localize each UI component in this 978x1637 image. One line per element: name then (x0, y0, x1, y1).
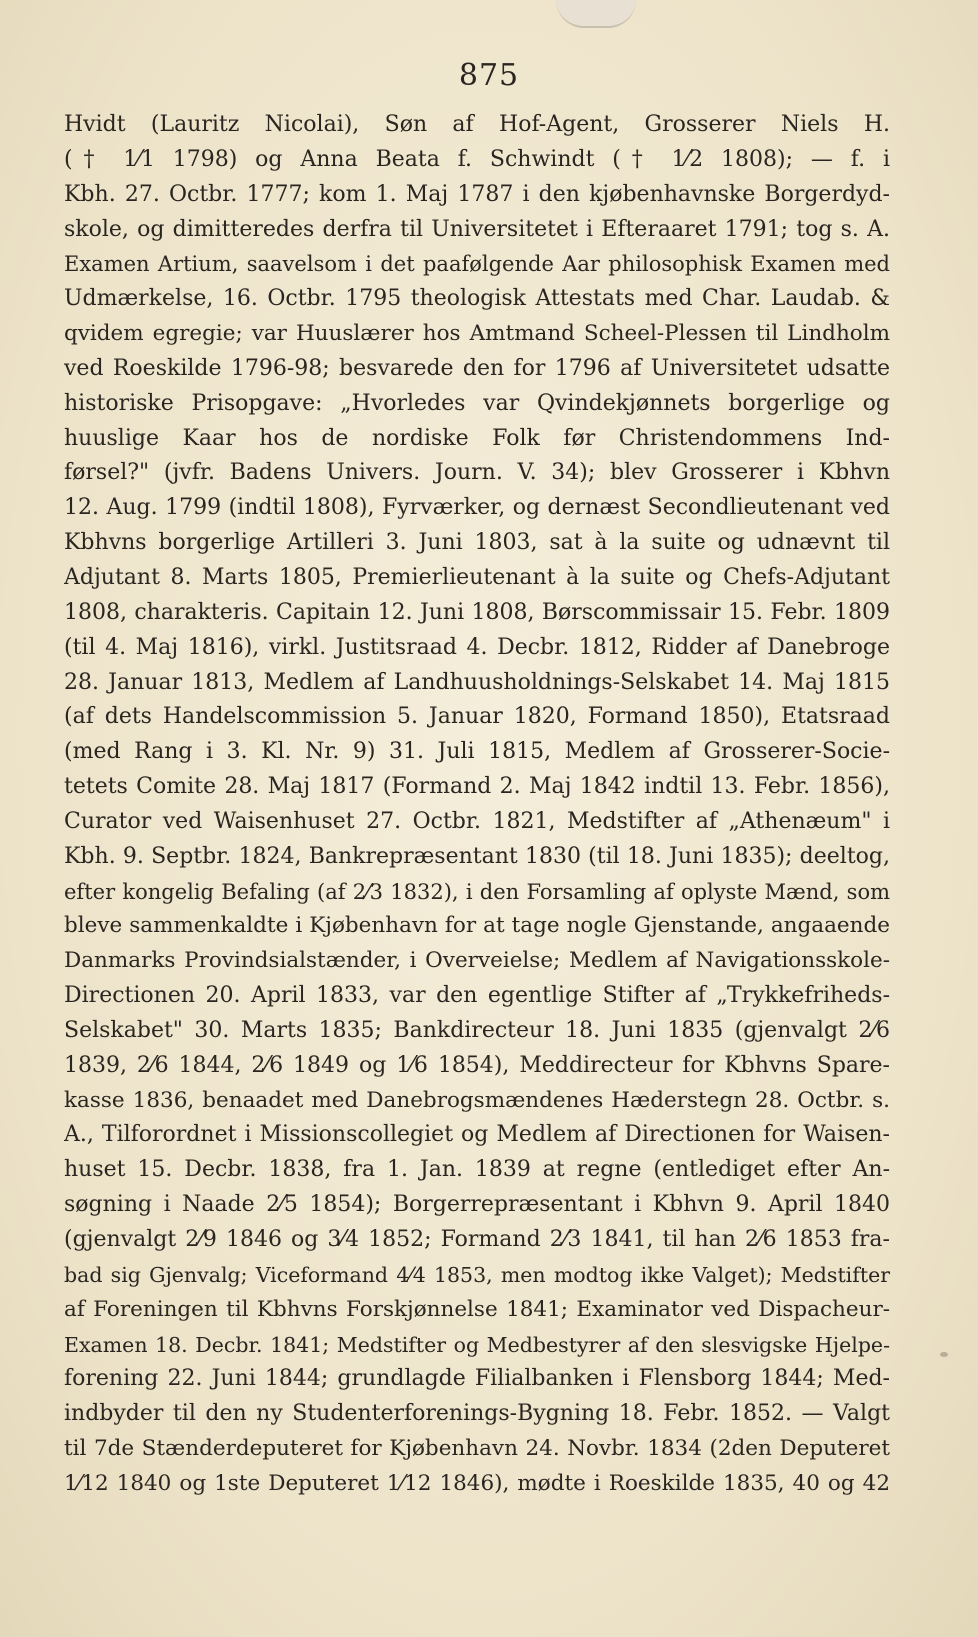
text-line: Examen 18. Decbr. 1841; Medstifter og Medbestyrer af den slesvigske Hjelpe- (64, 1332, 890, 1357)
text-line: (gjenvalgt 2⁄9 1846 og 3⁄4 1852; Formand 2⁄3 1841, til han 2⁄6 1853 fra- (64, 1227, 890, 1252)
text-line: Kbhvns borgerlige Artilleri 3. Juni 1803, sat à la suite og udnævnt til (64, 530, 890, 556)
page-binding-notch (556, 0, 636, 28)
ink-smudge (940, 1352, 948, 1357)
text-line: ved Roeskilde 1796-98; besvarede den for 1796 af Universitetet udsatte (64, 355, 890, 381)
text-line: Danmarks Provindsialstænder, i Overveielse; Medlem af Navigationsskole- (64, 948, 890, 974)
text-line: A., Tilforordnet i Missionscollegiet og Medlem af Directionen for Waisen- (64, 1122, 890, 1148)
text-line: Selskabet" 30. Marts 1835; Bankdirecteur 18. Juni 1835 (gjenvalgt 2⁄6 (64, 1017, 890, 1043)
text-line: efter kongelig Befaling (af 2⁄3 1832), i den Forsamling af oplyste Mænd, som (64, 879, 890, 904)
text-line: Curator ved Waisenhuset 27. Octbr. 1821, Medstifter af „Athenæum" i (64, 808, 890, 834)
text-line: (af dets Handelscommission 5. Januar 1820, Formand 1850), Etatsraad (64, 704, 890, 730)
text-line: (med Rang i 3. Kl. Nr. 9) 31. Juli 1815, Medlem af Grosserer-Socie- (64, 739, 890, 765)
text-line: af Foreningen til Kbhvns Forskjønnelse 1841; Examinator ved Dispacheur- (64, 1296, 890, 1322)
text-line: († 1⁄1 1798) og Anna Beata f. Schwindt († 1⁄2 1808); — f. i (64, 146, 890, 172)
text-line: til 7de Stænderdeputeret for Kjøbenhavn 24. Novbr. 1834 (2den Deputeret (64, 1436, 890, 1462)
text-line: forening 22. Juni 1844; grundlagde Filialbanken i Flensborg 1844; Med- (64, 1366, 890, 1392)
text-line: huuslige Kaar hos de nordiske Folk før Christendommens Ind- (64, 425, 890, 451)
text-line: Udmærkelse, 16. Octbr. 1795 theologisk Attestats med Char. Laudab. & (64, 286, 890, 312)
text-line: bleve sammenkaldte i Kjøbenhavn for at tage nogle Gjenstande, angaaende (64, 913, 890, 939)
text-line: Directionen 20. April 1833, var den egentlige Stifter af „Trykkefriheds- (64, 983, 890, 1009)
text-line: 1839, 2⁄6 1844, 2⁄6 1849 og 1⁄6 1854), Meddirecteur for Kbhvns Spare- (64, 1052, 890, 1078)
text-line: indbyder til den ny Studenterforenings-Bygning 18. Febr. 1852. — Valgt (64, 1401, 890, 1427)
text-line: huset 15. Decbr. 1838, fra 1. Jan. 1839 at regne (entlediget efter An- (64, 1157, 890, 1183)
text-line: 1⁄12 1840 og 1ste Deputeret 1⁄12 1846), mødte i Roeskilde 1835, 40 og 42 (64, 1470, 890, 1496)
text-line: søgning i Naade 2⁄5 1854); Borgerrepræsentant i Kbhvn 9. April 1840 (64, 1192, 890, 1218)
body-text (64, 108, 890, 1502)
text-line: 28. Januar 1813, Medlem af Landhuusholdnings-Selskabet 14. Maj 1815 (64, 669, 890, 695)
text-line: 1808, charakteris. Capitain 12. Juni 1808, Børscommissair 15. Febr. 1809 (64, 599, 890, 625)
text-line: qvidem egregie; var Huuslærer hos Amtmand Scheel-Plessen til Lindholm (64, 321, 890, 347)
text-line: Kbh. 27. Octbr. 1777; kom 1. Maj 1787 i den kjøbenhavnske Borgerdyd- (64, 181, 890, 207)
text-line: skole, og dimitteredes derfra til Universitetet i Efteraaret 1791; tog s. A. (64, 216, 890, 242)
page-number: 875 (458, 58, 520, 93)
text-line: Adjutant 8. Marts 1805, Premierlieutenant à la suite og Chefs-Adjutant (64, 564, 890, 590)
text-line: førsel?" (jvfr. Badens Univers. Journ. V. 34); blev Grosserer i Kbhvn (64, 460, 890, 486)
text-line: 12. Aug. 1799 (indtil 1808), Fyrværker, og dernæst Secondlieutenant ved (64, 495, 890, 521)
text-line: bad sig Gjenvalg; Viceformand 4⁄4 1853, men modtog ikke Valget); Medstifter (64, 1262, 890, 1287)
text-line: Examen Artium, saavelsom i det paafølgende Aar philosophisk Examen med (64, 252, 890, 277)
text-line: historiske Prisopgave: „Hvorledes var Qvindekjønnets borgerlige og (64, 390, 890, 416)
text-line: Kbh. 9. Septbr. 1824, Bankrepræsentant 1830 (til 18. Juni 1835); deeltog, (64, 843, 890, 869)
text-line: (til 4. Maj 1816), virkl. Justitsraad 4. Decbr. 1812, Ridder af Danebroge (64, 634, 890, 660)
text-line: Hvidt (Lauritz Nicolai), Søn af Hof-Agent, Grosserer Niels H. (64, 112, 890, 137)
text-line: kasse 1836, benaadet med Danebrogsmændenes Hæderstegn 28. Octbr. s. (64, 1087, 890, 1113)
text-line: tetets Comite 28. Maj 1817 (Formand 2. Maj 1842 indtil 13. Febr. 1856), (64, 774, 890, 800)
